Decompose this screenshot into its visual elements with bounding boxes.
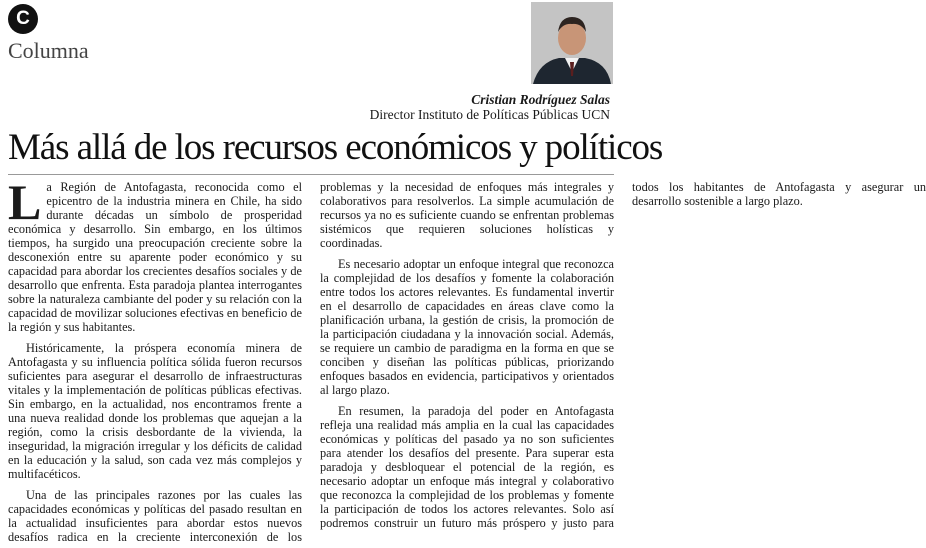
article-paragraph: En resumen, la paradoja del poder en Antofagasta refleja una realidad más amplia en la cual las capacidades económicas y políticas del pasado ya no son suficientes para atender los desafíos del presente. Para superar esta paradoja y desbloquear el potencial de la región, es necesario adoptar un enfoque más integral y colaborativo que reconozca la complejidad de los problemas y fomente la participación de todos los actores relevantes. Solo así podremos construir un futuro más próspero y justo para todos los habitantes de Antofagasta y asegurar un desarrollo sostenible a largo plazo. [320,180,926,530]
author-role: Director Instituto de Políticas Públicas UCN [369,107,610,122]
article-paragraph: Históricamente, la próspera economía minera de Antofagasta y su influencia política sólida fueron recursos suficientes para asegurar el desarrollo de infraestructuras vitales y la implementación de políticas públicas efectivas. Sin embargo, en la actualidad, nos encontramos frente a una nueva realidad donde los problemas que aquejan a la región, como la crisis desbordante de la vivienda, la inseguridad, la migración irregular y los déficits de calidad en la educación y la salud, son cada vez más complejos y multifacéticos. [8,341,302,481]
paragraph-text: a Región de Antofagasta, reconocida como el epicentro de la industria minera en Chile, ha sido durante décadas un símbolo de prosperidad económica y desarrollo. Sin embargo, en los últimos tiempos, ha surgido una preocupación creciente sobre la desconexión entre su aparente poder económico y su capacidad para abordar los crecientes desafíos sociales y de desarrollo que enfrenta. Esta paradoja plantea interrogantes sobre la naturaleza cambiante del poder y su relación con la capacidad de movilizar soluciones efectivas en beneficio de la región y sus habitantes. [8,180,302,334]
author-photo [531,2,613,84]
title-divider [8,174,614,175]
article-paragraph: Es necesario adoptar un enfoque integral que reconozca la complejidad de los desafíos y fomente la colaboración entre todos los actores relevantes. Es fundamental invertir en el desarrollo de capacidades en áreas clave como la planificación urbana, la gestión de crisis, la promoción de la participación ciudadana y la innovación social. Además, se requiere un cambio de paradigma en la forma en que se conciben y diseñan las políticas públicas, priorizando enfoques basados en evidencia, participativos y orientados al largo plazo. [320,257,614,397]
article-paragraph [8,174,302,334]
section-badge: C [8,4,38,34]
article-title: Más allá de los recursos económicos y políticos [8,127,663,168]
section-label: Columna [8,38,89,63]
author-name: Cristian Rodríguez Salas [471,92,610,107]
article-body [8,174,926,546]
drop-cap: L [8,174,42,230]
article-paragraph: Una de las principales razones por las cuales las capacidades económicas y políticas del pasado resultan en la actualidad insuficientes para abordar estos nuevos desafíos radica en la creciente interconexión de los problemas y la necesidad de enfoques más integrales y colaborativos para resolverlos. La simple acumulación de recursos ya no es suficiente cuando se enfrentan problemas sistémicos que requieren soluciones holísticas y coordinadas. [8,180,614,544]
author-byline [370,92,610,122]
